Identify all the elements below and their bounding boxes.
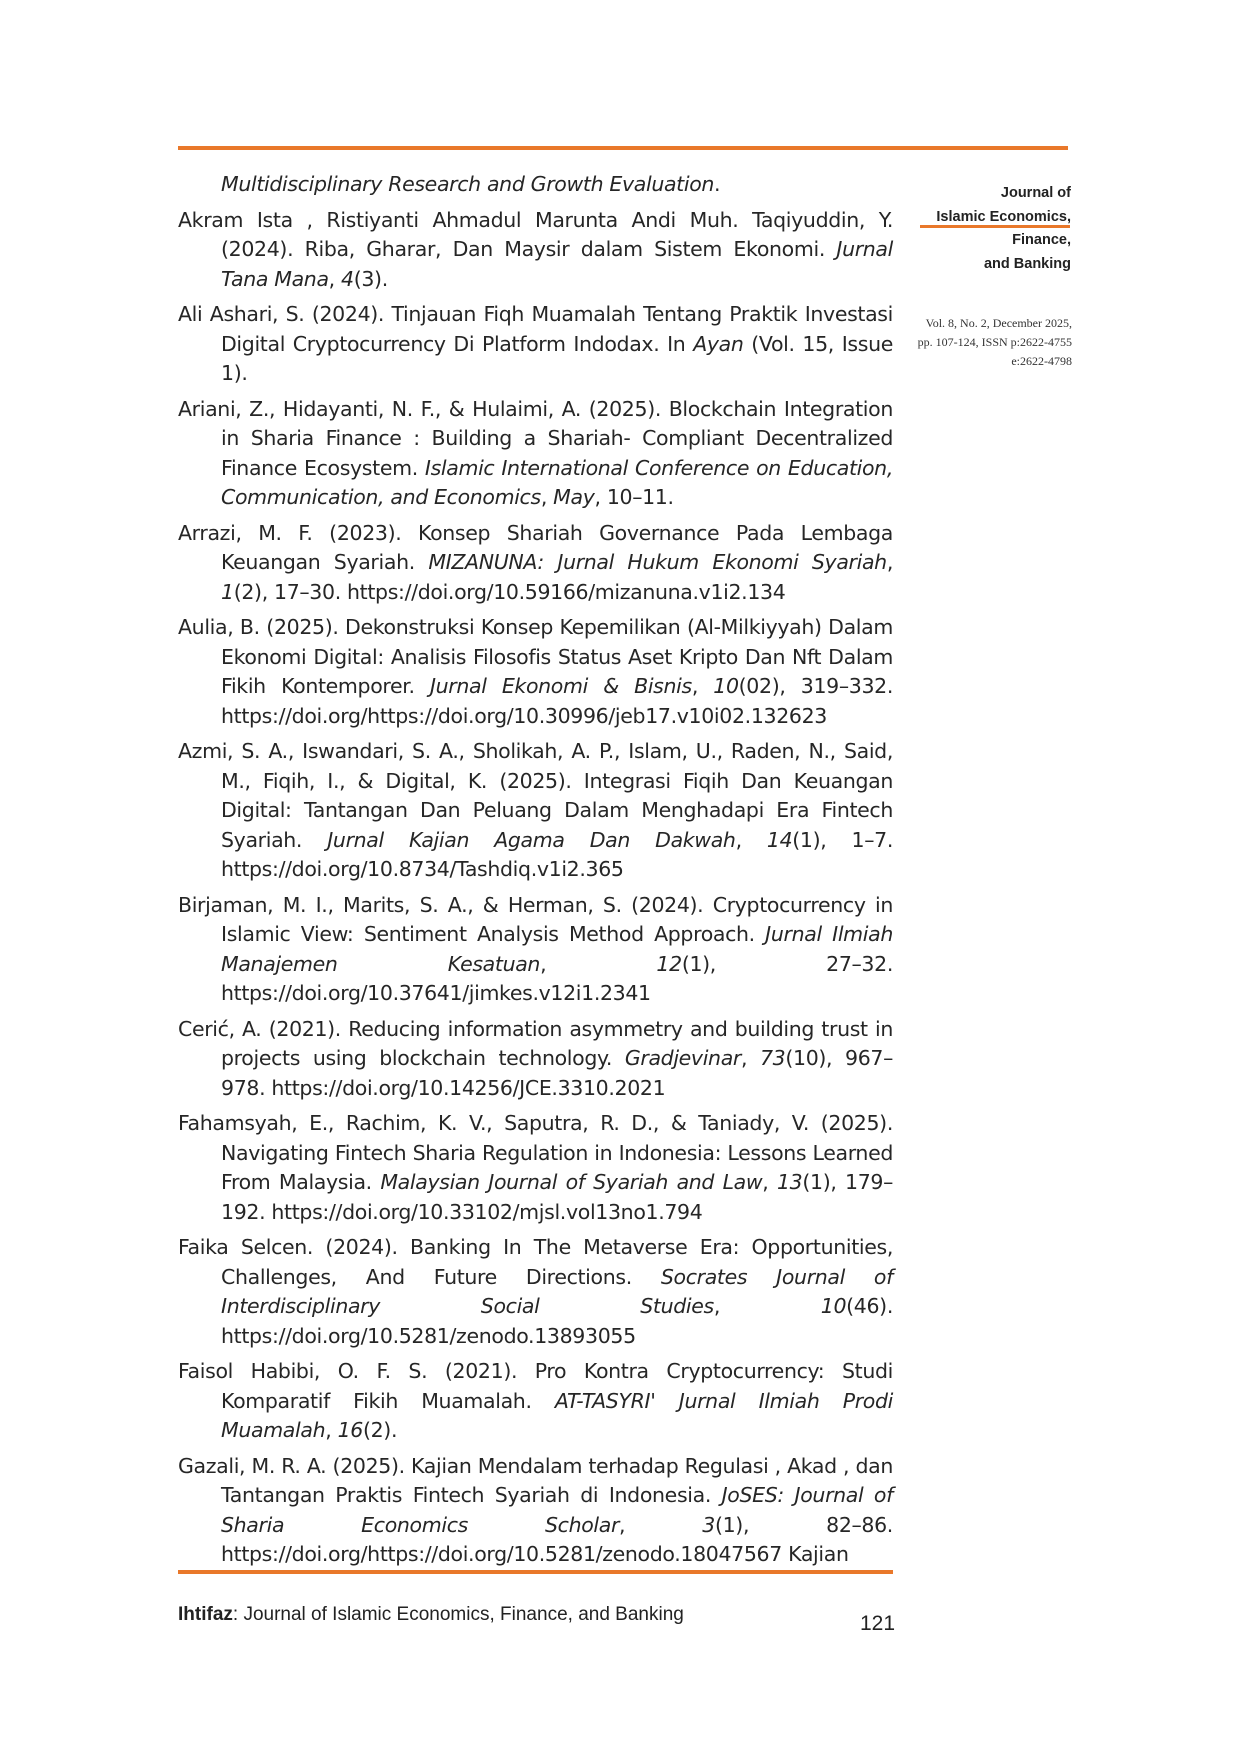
reference-text: Azmi, S. A., Iswandari, S. A., Sholikah, A. P., Islam, U., Raden, N., Said, M., Fiqih, I., & Digital, K. (2025). Integrasi Fiqih Dan Keuangan Digital: Tantangan Dan Peluang Dalam Menghadapi Era Fintech Syariah. [178,739,893,852]
reference-text: , [886,550,893,574]
reference-text: (1), 179–192. https://doi.org/10.33102/mjsl.vol13no1.794 [221,1170,893,1224]
reference-entry [178,206,893,295]
reference-text: Cerić, A. (2021). Reducing information asymmetry and building trust in projects using blockchain technology. [178,1016,893,1070]
reference-text: (1), 82–86. https://doi.org/https://doi.org/10.5281/zenodo.18047567 Kajian [221,1512,893,1566]
reference-italic-text: 13 [776,1170,803,1194]
footer-rule [178,1570,893,1574]
reference-italic-text: Gradjevinar [624,1046,741,1070]
reference-italic-text: Jurnal Ilmiah Manajemen Kesatuan [221,922,893,976]
reference-text: Arrazi, M. F. (2023). Konsep Shariah Governance Pada Lembaga Keuangan Syariah. [178,520,893,574]
reference-text: Ali Ashari, S. (2024). Tinjauan Fiqh Muamalah Tentang Praktik Investasi Digital Cryptocurrency Di Platform Indodax. In [178,302,893,356]
reference-text: , [713,1294,821,1318]
reference-text: (1), 27–32. https://doi.org/10.37641/jimkes.v12i1.2341 [221,951,893,1005]
reference-entry [178,1452,893,1570]
reference-text: Gazali, M. R. A. (2025). Kajian Mendalam terhadap Regulasi , Akad , dan Tantangan Praktis Fintech Syariah di Indonesia. [178,1453,893,1507]
reference-italic-text: Ayan [693,331,744,356]
reference-text: (2). [362,1418,398,1442]
reference-text: (1), 1–7. https://doi.org/10.8734/Tashdiq.v1i2.365 [221,827,893,881]
reference-italic-text: JoSES: Journal of Sharia Economics Scholar [221,1483,893,1537]
reference-entry [178,737,893,885]
reference-text: . [714,172,721,196]
reference-text: , [328,266,342,291]
reference-entry [178,613,893,731]
issn-line: pp. 107-124, ISSN p:2622-4755 [917,335,1072,349]
reference-italic-text: MIZANUNA: Jurnal Hukum Ekonomi Syariah [428,550,887,574]
reference-italic-text: 14 [766,827,793,852]
reference-text: Faika Selcen. (2024). Banking In The Metaverse Era: Opportunities, Challenges, And Future Directions. [178,1235,893,1289]
reference-text: Birjaman, M. I., Marits, S. A., & Herman, S. (2024). Cryptocurrency in Islamic View: Sentiment Analysis Method Approach. [178,892,893,946]
reference-entry [178,395,893,513]
reference-entry [178,519,893,608]
reference-entry [178,170,893,200]
reference-entry [178,1233,893,1351]
reference-text: Akram Ista , Ristiyanti Ahmadul Marunta Andi Muh. Taqiyuddin, Y. (2024). Riba, Gharar, Dan Maysir dalam Sistem Ekonomi. [178,207,893,261]
reference-italic-text: Malaysian Journal of Syariah and Law [380,1170,763,1194]
header-rule [178,146,1068,150]
footer-journal-name: : Journal of Islamic Economics, Finance, and Banking [232,1604,684,1625]
reference-italic-text: 4 [341,266,354,291]
reference-text: Ariani, Z., Hidayanti, N. F., & Hulaimi, A. (2025). Blockchain Integration in Sharia Finance : Building a Shariah- Compliant Decentralized Finance Ecosystem. [178,396,893,480]
reference-italic-text: Socrates Journal of Interdisciplinary Social Studies [221,1264,893,1318]
reference-entry [178,891,893,1009]
reference-italic-text: 73 [759,1046,786,1070]
reference-text: , [735,827,767,852]
reference-italic-text: AT-TASYRI' Jurnal Ilmiah Prodi Muamalah [221,1388,893,1442]
journal-name-line: Finance, [1012,232,1071,248]
reference-text: , [540,951,657,976]
eissn-line: e:2622-4798 [1011,354,1072,368]
reference-text: , [619,1512,703,1537]
reference-italic-text: 10 [713,674,739,698]
reference-text: , [325,1418,338,1442]
reference-text: Aulia, B. (2025). Dekonstruksi Konsep Kepemilikan (Al-Milkiyyah) Dalam Ekonomi Digital: Analisis Filosofis Status Aset Kripto Dan Nft Dalam Fikih Kontemporer. [178,615,893,698]
reference-entry [178,1109,893,1227]
reference-italic-text: Jurnal Kajian Agama Dan Dakwah [327,827,736,852]
journal-name-line: Journal of [1000,185,1071,201]
reference-italic-text: 1 [221,579,234,604]
journal-name-line: Islamic Economics, [936,208,1071,225]
reference-italic-text: 12 [656,951,682,976]
reference-italic-text: Jurnal Ekonomi & Bisnis [429,674,692,698]
reference-italic-text: 10 [820,1294,847,1318]
reference-text: Fahamsyah, E., Rachim, K. V., Saputra, R. D., & Taniady, V. (2025). Navigating Fintech Sharia Regulation in Indonesia: Lessons Learned From Malaysia. [178,1111,893,1194]
reference-entry [178,1015,893,1104]
footer-journal-title [178,1604,684,1626]
reference-entry [178,1357,893,1446]
reference-text: , [741,1046,760,1070]
journal-sidebar [905,182,1071,276]
volume-line: Vol. 8, No. 2, December 2025, [925,316,1072,330]
reference-text: (3). [353,266,388,291]
footer-journal-abbrev: Ihtifaz [178,1604,233,1625]
reference-list [178,170,893,1576]
journal-name-line: and Banking [983,255,1071,272]
reference-text: (Vol. 15, Issue 1). [221,331,893,385]
reference-italic-text: Jurnal Tana Mana [221,237,893,291]
reference-text: , [691,674,714,698]
reference-text: (10), 967–978. https://doi.org/10.14256/JCE.3310.2021 [221,1046,893,1100]
reference-italic-text: May [553,485,595,509]
reference-text: , [762,1170,777,1194]
page-number: 121 [860,1612,896,1635]
volume-info [876,314,1072,371]
reference-text: , 10–11. [594,485,674,509]
reference-italic-text: 3 [702,1512,715,1537]
reference-entry [178,300,893,389]
reference-italic-text: Islamic International Conference on Education, Communication, and Economics [221,455,893,509]
reference-text: (46). https://doi.org/10.5281/zenodo.13893055 [221,1294,893,1348]
reference-text: (02), 319–332. https://doi.org/https://doi.org/10.30996/jeb17.v10i02.132623 [221,674,893,728]
reference-italic-text: 16 [337,1418,363,1442]
reference-text: (2), 17–30. https://doi.org/10.59166/mizanuna.v1i2.134 [233,579,786,604]
reference-italic-text: Multidisciplinary Research and Growth Evaluation [221,172,715,196]
reference-text: Faisol Habibi, O. F. S. (2021). Pro Kontra Cryptocurrency: Studi Komparatif Fikih Muamalah. [178,1359,893,1413]
reference-text: , [540,485,554,509]
